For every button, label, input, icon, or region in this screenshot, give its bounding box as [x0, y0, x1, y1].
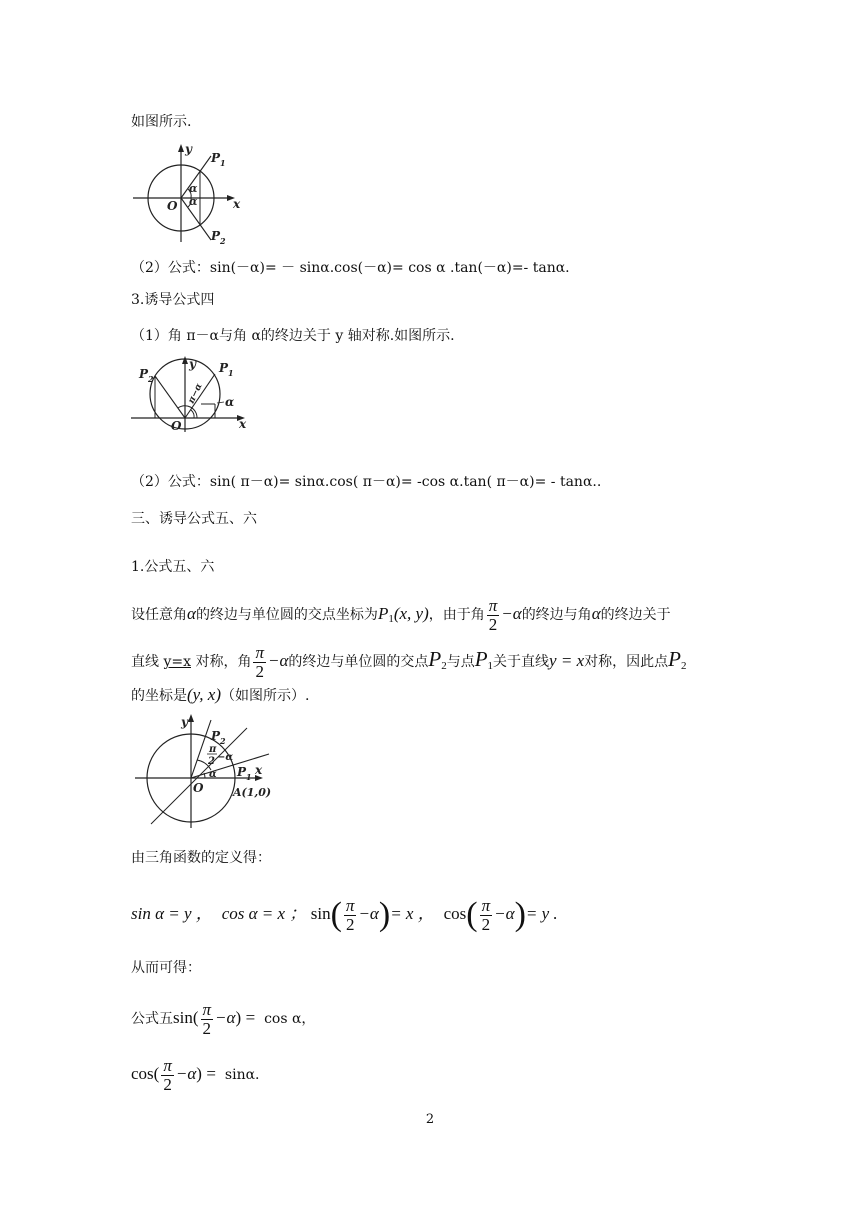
text: 的终边与单位圆的交点坐标为	[195, 607, 378, 623]
text: 直线	[131, 654, 159, 670]
alpha-label-top: α	[189, 182, 198, 195]
x-axis-label: x	[233, 197, 241, 211]
y-axis-label: y	[181, 715, 188, 729]
text-line: （1）角 π－α与角 α的终边关于 y 轴对称.如图所示.	[131, 328, 455, 344]
minus-alpha: −α	[501, 604, 522, 623]
eq-x: = x ，	[390, 904, 435, 923]
page-number: 2	[425, 1112, 435, 1127]
y-axis-label: y	[189, 357, 196, 371]
pi-over-2-fraction	[344, 897, 357, 934]
section-heading: 3.诱导公式四	[131, 292, 215, 308]
num: π	[255, 642, 264, 662]
paren: (	[466, 896, 478, 933]
y-axis-label: y	[185, 142, 192, 156]
equals: =	[245, 1008, 256, 1027]
den: 2	[202, 1018, 212, 1038]
p1-label: P	[219, 361, 229, 375]
p2-label: P	[139, 367, 149, 381]
text-line: 由三角函数的定义得：	[131, 850, 271, 866]
minus-alpha-label: −α	[217, 752, 234, 763]
eq-sin: sin α = y ，	[131, 904, 213, 923]
unit-circle-figure-3	[131, 712, 281, 832]
sub: 1	[388, 613, 394, 625]
minus-alpha: −α	[175, 1064, 197, 1083]
paren: )	[378, 896, 391, 933]
den: 2	[255, 661, 264, 681]
den: 2	[163, 1074, 172, 1094]
p2-symbol: P	[668, 647, 681, 671]
text: （如图所示）.	[220, 688, 310, 704]
p2-symbol: P	[428, 647, 442, 671]
formula-line: （2）公式：sin( π－α)= sinα.cos( π－α)= -cos α.tan( π－α)= - tanα..	[131, 474, 602, 490]
alpha-symbol: α	[591, 604, 601, 623]
x-axis-label: x	[255, 763, 263, 777]
pi-minus-alpha-label: π−α	[186, 381, 205, 406]
text: 关于直线	[493, 654, 550, 670]
pi-over-2-fraction	[480, 897, 493, 934]
num: π	[345, 895, 355, 915]
p2-sub: 2	[220, 736, 226, 746]
text: 的终边与角	[521, 607, 592, 623]
p2-label: P	[211, 729, 221, 743]
text: cos α，	[264, 1011, 316, 1027]
sub: 2	[680, 660, 687, 672]
p1-symbol: P	[377, 604, 389, 623]
minus-alpha: −α	[358, 904, 379, 923]
p1-label: P	[211, 151, 221, 165]
origin-label: O	[193, 781, 204, 795]
pi-over-2-fraction	[161, 1057, 174, 1094]
minus-alpha: −α	[267, 651, 289, 670]
p2-label: P	[211, 229, 221, 243]
pi-over-2-fraction	[201, 1001, 214, 1038]
cos-fn: cos	[131, 1064, 154, 1083]
sin-fn: sin	[310, 904, 331, 923]
alpha-label: α	[209, 769, 217, 780]
pi-over-2-fraction	[253, 644, 266, 681]
num: π	[481, 895, 491, 915]
p1-sub: 1	[246, 772, 252, 782]
origin-label: O	[167, 199, 178, 213]
yx-link[interactable]: y=x	[163, 654, 191, 670]
text: 与点	[446, 654, 475, 670]
text: 对称，角	[195, 654, 252, 670]
equals: =	[206, 1064, 216, 1083]
text: 的终边与单位圆的交点	[288, 654, 429, 670]
xy-coord: (x, y)	[393, 604, 429, 623]
yx-coord: (y, x)	[187, 685, 221, 704]
cos-fn: cos	[443, 904, 467, 923]
p2-sub: 2	[220, 236, 226, 246]
sub: 1	[487, 660, 494, 672]
text: 对称，因此点	[584, 654, 669, 670]
alpha-label-bottom: α	[189, 195, 198, 208]
num: π	[488, 595, 498, 615]
pi-over-2-fraction	[487, 597, 500, 634]
sin-fn: sin	[173, 1008, 193, 1027]
den: 2	[345, 914, 355, 934]
paren: )	[514, 896, 526, 933]
p1-symbol: P	[474, 647, 488, 671]
text: 设任意角	[131, 607, 187, 623]
den: 2	[488, 614, 498, 634]
unit-circle-figure-1	[131, 142, 261, 250]
eq-cos: cos α = x ；	[221, 904, 307, 923]
den: 2	[481, 914, 491, 934]
text: ，由于角	[428, 607, 485, 623]
two-label: 2	[208, 756, 215, 767]
paragraph-line-1	[131, 596, 671, 637]
p1-sub: 1	[228, 368, 234, 378]
section-heading: 三、诱导公式五、六	[131, 511, 257, 527]
p1-label: P	[237, 765, 247, 779]
p2-sub: 2	[148, 374, 154, 384]
origin-label: O	[171, 419, 182, 433]
sub: 2	[441, 660, 447, 672]
minus-alpha: −α	[494, 904, 515, 923]
equations-line	[131, 892, 558, 937]
formula-five-line-2: cos( $\frac{\pi}{2}$ −α) = sinα.	[131, 1055, 260, 1094]
p1-sub: 1	[220, 158, 226, 168]
section-heading: 1.公式五、六	[131, 559, 215, 575]
num: π	[202, 999, 212, 1019]
point-a-label: A(1,0)	[233, 786, 272, 799]
yx-eq: y = x	[549, 651, 585, 670]
alpha-symbol: α	[187, 604, 196, 623]
paragraph-line-2	[131, 641, 686, 684]
paren: (	[330, 896, 342, 933]
num: π	[163, 1055, 172, 1075]
text: 的坐标是	[131, 688, 187, 704]
text: 的终边关于	[600, 607, 671, 623]
unit-circle-figure-2	[131, 356, 261, 436]
pi-label: π	[209, 744, 217, 755]
formula-five-line-1: 公式五sin( $\frac{\pi}{2}$ −α) = cos α，	[131, 999, 316, 1038]
minus-alpha: −α	[215, 1008, 236, 1027]
text: 公式五	[131, 1011, 173, 1027]
text-line: 从而可得：	[131, 960, 201, 976]
text: sinα.	[224, 1067, 260, 1083]
alpha-label: α	[225, 395, 235, 409]
formula-line: （2）公式：sin(－α)= － sinα.cos(－α)= cos α .tan(－α)=- tanα.	[131, 260, 570, 276]
x-axis-label: x	[239, 417, 247, 431]
eq-y: = y .	[525, 904, 558, 923]
paragraph-line-3	[131, 680, 309, 711]
text-line: 如图所示.	[131, 114, 192, 130]
